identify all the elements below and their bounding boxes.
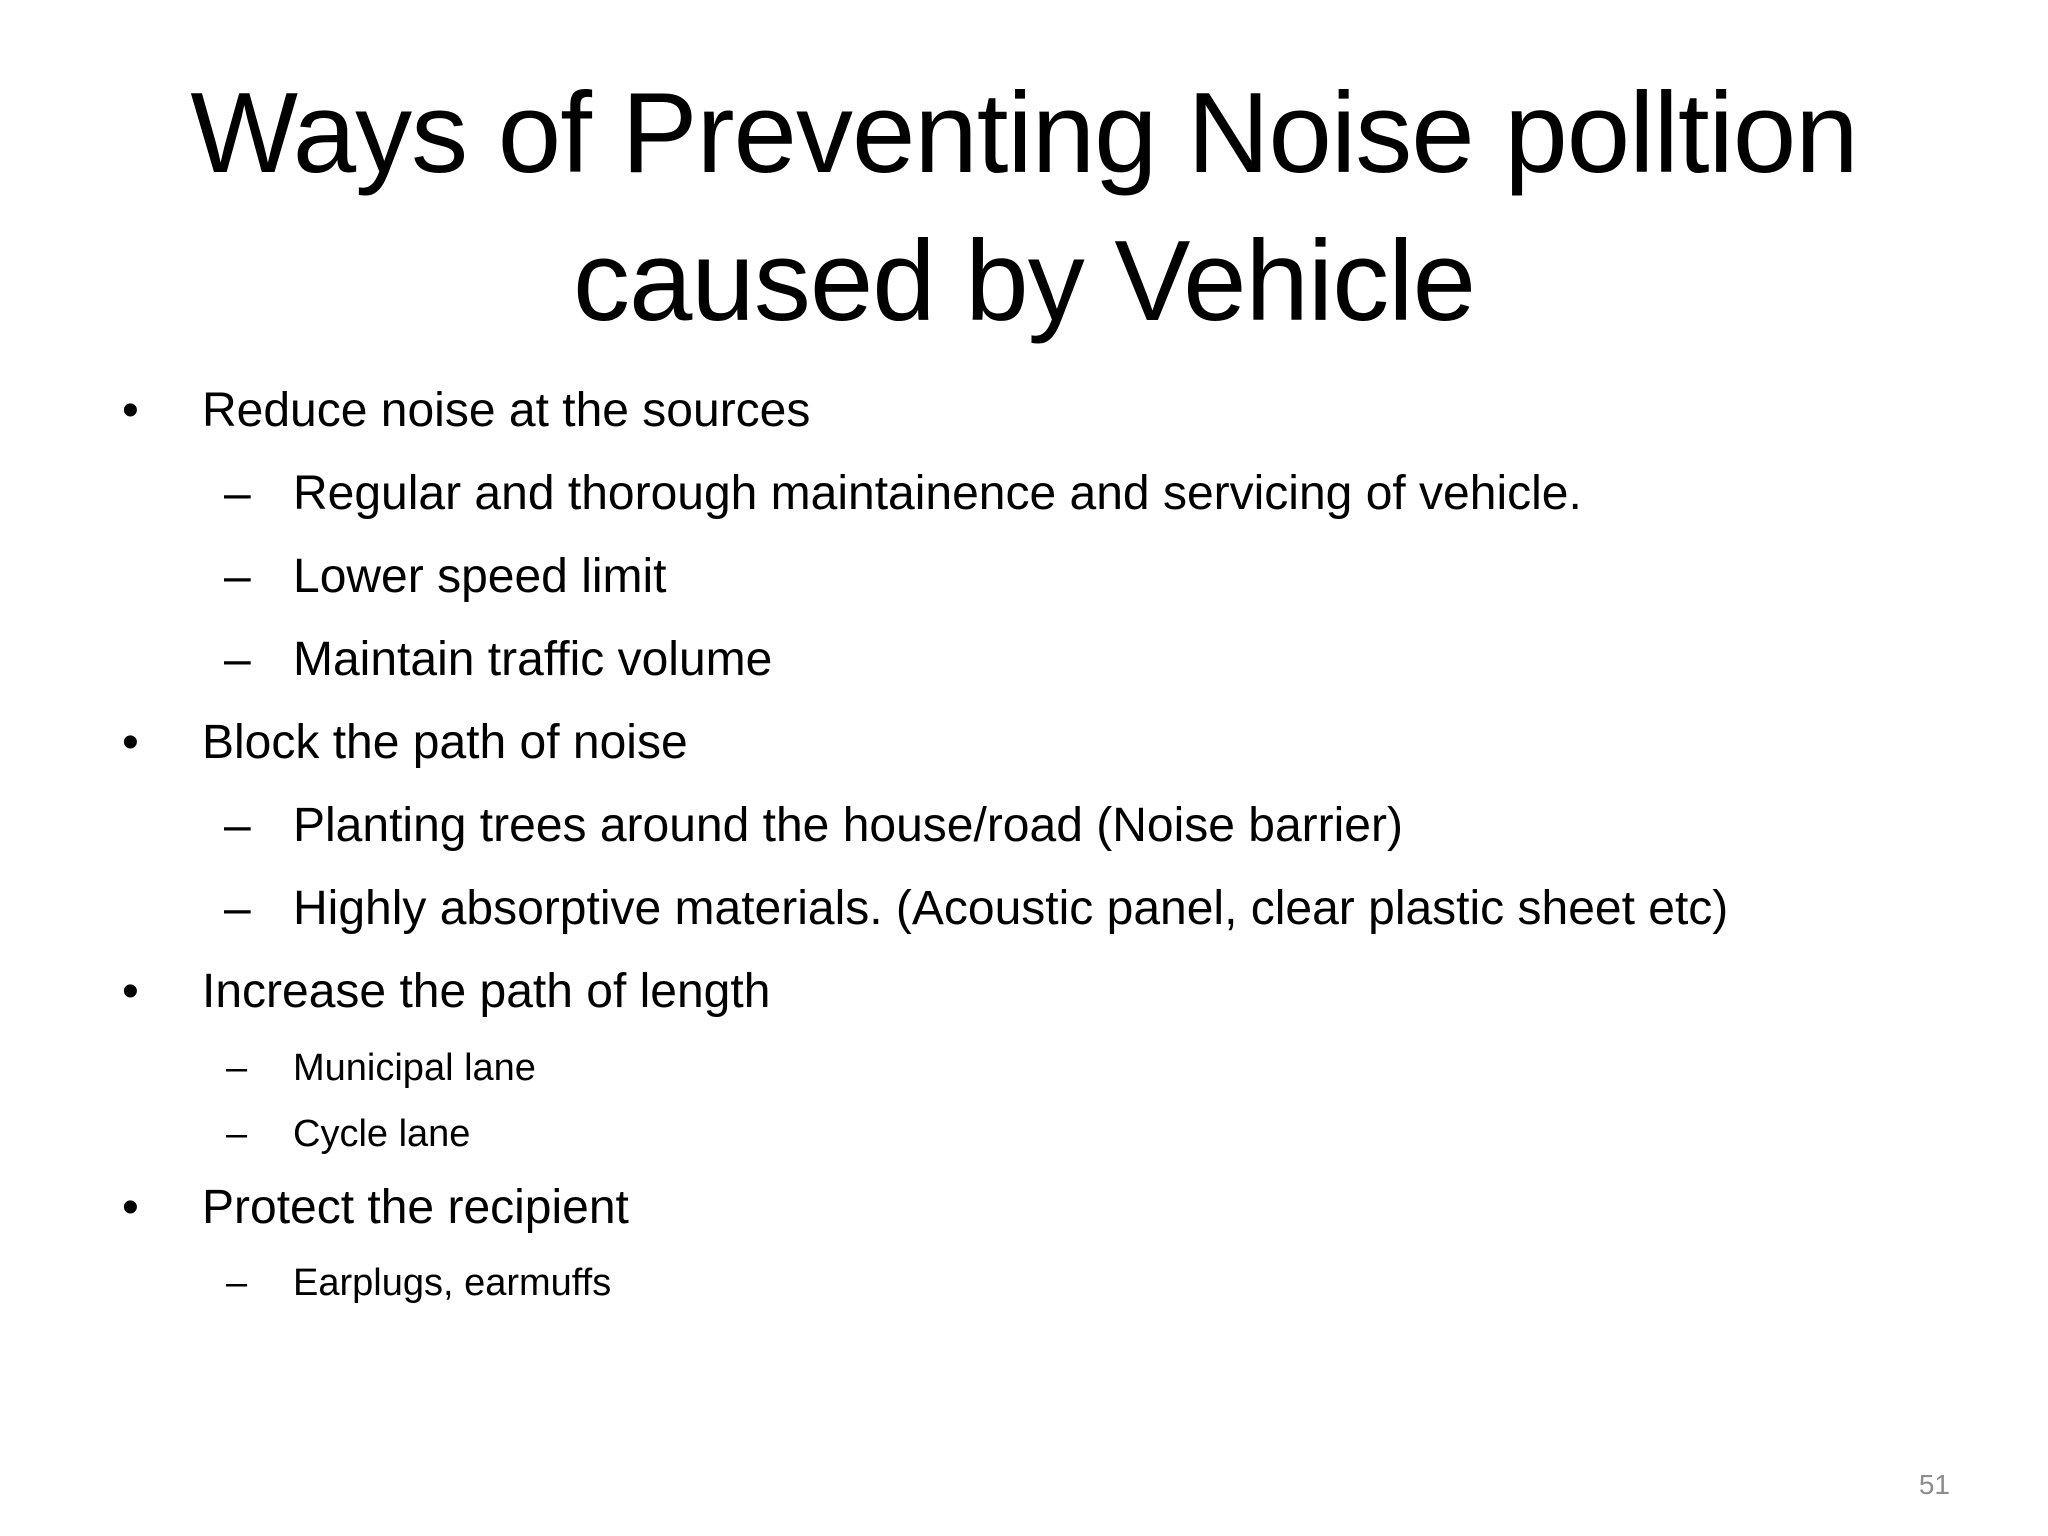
dash-icon: –: [224, 633, 251, 686]
dash-icon: –: [224, 882, 251, 935]
dash-icon: –: [224, 550, 251, 603]
title-line-1: Ways of Preventing Noise polltion: [190, 70, 1858, 197]
title-line-2: caused by Vehicle: [573, 218, 1475, 345]
sub-bullet-text: Maintain traffic volume: [293, 633, 773, 686]
sub-bullet-text: Lower speed limit: [293, 550, 667, 603]
dash-icon: –: [226, 1113, 248, 1155]
sub-bullet-text: Earplugs, earmuffs: [293, 1262, 612, 1304]
bullet-icon: •: [122, 965, 139, 1018]
bullet-text: Protect the recipient: [202, 1181, 629, 1234]
bullet-text: Increase the path of length: [202, 965, 771, 1018]
dash-icon: –: [224, 799, 251, 852]
slide-title: [100, 60, 1948, 356]
bullet-icon: •: [122, 384, 139, 437]
dash-icon: –: [224, 467, 251, 520]
page-number: 51: [1918, 1469, 1950, 1500]
sub-bullet-text: Planting trees around the house/road (Noise barrier): [293, 799, 1403, 852]
bullet-text: Reduce noise at the sources: [202, 384, 811, 437]
sub-bullet-text: Municipal lane: [293, 1047, 536, 1089]
bullet-text: Block the path of noise: [202, 716, 688, 769]
sub-bullet-text: Highly absorptive materials. (Acoustic panel, clear plastic sheet etc): [293, 882, 1729, 935]
dash-icon: –: [226, 1047, 248, 1089]
sub-bullet-text: Regular and thorough maintainence and servicing of vehicle.: [293, 467, 1582, 520]
sub-bullet-text: Cycle lane: [293, 1113, 471, 1155]
bullet-icon: •: [122, 716, 139, 769]
bullet-icon: •: [122, 1181, 139, 1234]
dash-icon: –: [226, 1262, 248, 1304]
